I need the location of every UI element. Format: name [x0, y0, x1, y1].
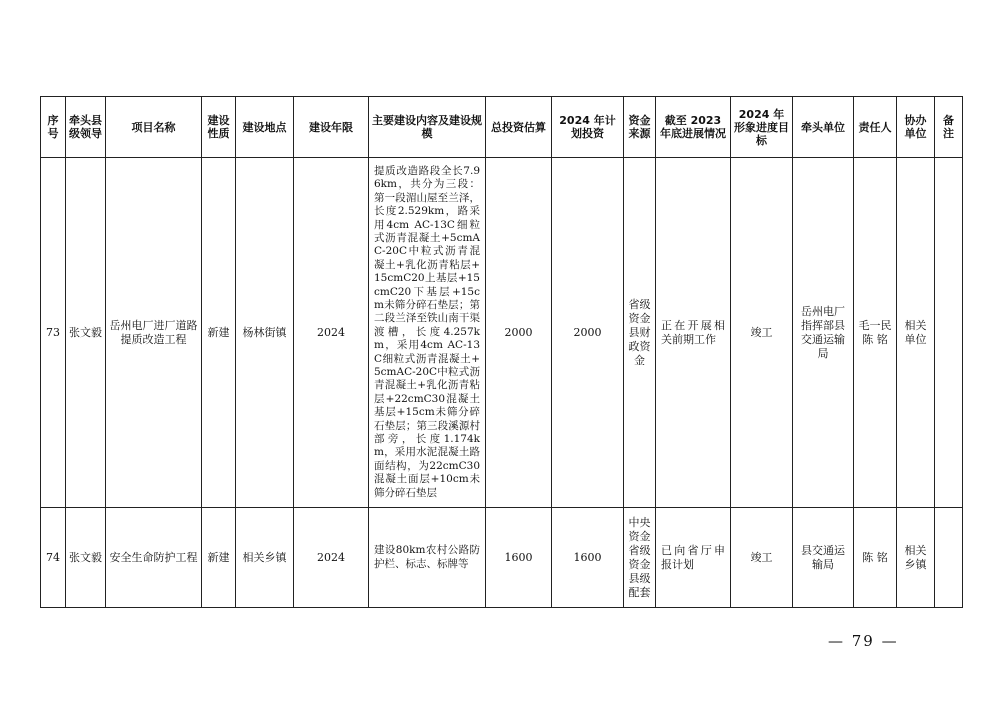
cell-progress: 正在开展相关前期工作: [656, 158, 731, 508]
cell-total: 2000: [486, 158, 552, 508]
cell-target: 竣工: [731, 158, 793, 508]
cell-plan: 2000: [552, 158, 624, 508]
header-leader: 牵头县级领导: [66, 97, 106, 158]
header-content: 主要建设内容及建设规模: [369, 97, 486, 158]
header-location: 建设地点: [236, 97, 294, 158]
project-table-container: [40, 96, 962, 608]
cell-content: 提质改造路段全长7.96km，共分为三段：第一段湄山屋至兰泽，长度2.529km，路采用4cm AC-13C细粒式沥青混凝土+5cmAC-20C中粒式沥青混凝土+乳化沥青粘层+15cmC20上基层+15cmC20下基层+15cm未筛分碎石垫层；第二段兰泽至铁山南干渠渡槽，长度4.257km，采用4cm AC-13C细粒式沥青混凝土+5cmAC-20C中粒式沥青混凝土+乳化沥青粘层+22cmC30混凝土基层+15cm未筛分碎石垫层；第三段溪源村部旁，长度1.174km，采用水泥混凝土路面结构，为22cmC30混凝土面层+10cm未筛分碎石垫层: [369, 158, 486, 508]
cell-no: 74: [41, 508, 66, 608]
cell-nature: 新建: [202, 158, 236, 508]
cell-plan: 1600: [552, 508, 624, 608]
header-no: 序号: [41, 97, 66, 158]
cell-lead-unit: 岳州电厂指挥部县交通运输局: [793, 158, 854, 508]
header-funding: 资金来源: [624, 97, 656, 158]
cell-no: 73: [41, 158, 66, 508]
table-header-row: [41, 97, 963, 158]
cell-total: 1600: [486, 508, 552, 608]
header-remark: 备注: [935, 97, 963, 158]
page-number: — 79 —: [828, 632, 899, 650]
cell-content: 建设80km农村公路防护栏、标志、标牌等: [369, 508, 486, 608]
header-total: 总投资估算: [486, 97, 552, 158]
cell-funding: 中央资金省级资金县级配套: [624, 508, 656, 608]
cell-lead-unit: 县交通运输局: [793, 508, 854, 608]
cell-person: 毛一民陈 铭: [854, 158, 897, 508]
project-table: [40, 96, 963, 608]
header-nature: 建设性质: [202, 97, 236, 158]
cell-name: 安全生命防护工程: [106, 508, 202, 608]
header-period: 建设年限: [294, 97, 369, 158]
cell-nature: 新建: [202, 508, 236, 608]
header-person: 责任人: [854, 97, 897, 158]
cell-leader: 张文毅: [66, 508, 106, 608]
cell-remark: [935, 508, 963, 608]
header-plan: 2024 年计划投资: [552, 97, 624, 158]
cell-name: 岳州电厂进厂道路提质改造工程: [106, 158, 202, 508]
cell-target: 竣工: [731, 508, 793, 608]
cell-progress: 已向省厅申报计划: [656, 508, 731, 608]
cell-leader: 张文毅: [66, 158, 106, 508]
cell-assist: 相关单位: [897, 158, 935, 508]
cell-location: 杨林街镇: [236, 158, 294, 508]
header-name: 项目名称: [106, 97, 202, 158]
cell-period: 2024: [294, 508, 369, 608]
header-progress: 截至 2023 年底进展情况: [656, 97, 731, 158]
cell-funding: 省级资金县财政资金: [624, 158, 656, 508]
table-row: [41, 508, 963, 608]
cell-person: 陈 铭: [854, 508, 897, 608]
header-target: 2024 年形象进度目标: [731, 97, 793, 158]
header-assist: 协办单位: [897, 97, 935, 158]
table-row: [41, 158, 963, 508]
header-lead-unit: 牵头单位: [793, 97, 854, 158]
cell-location: 相关乡镇: [236, 508, 294, 608]
cell-assist: 相关乡镇: [897, 508, 935, 608]
cell-remark: [935, 158, 963, 508]
cell-period: 2024: [294, 158, 369, 508]
